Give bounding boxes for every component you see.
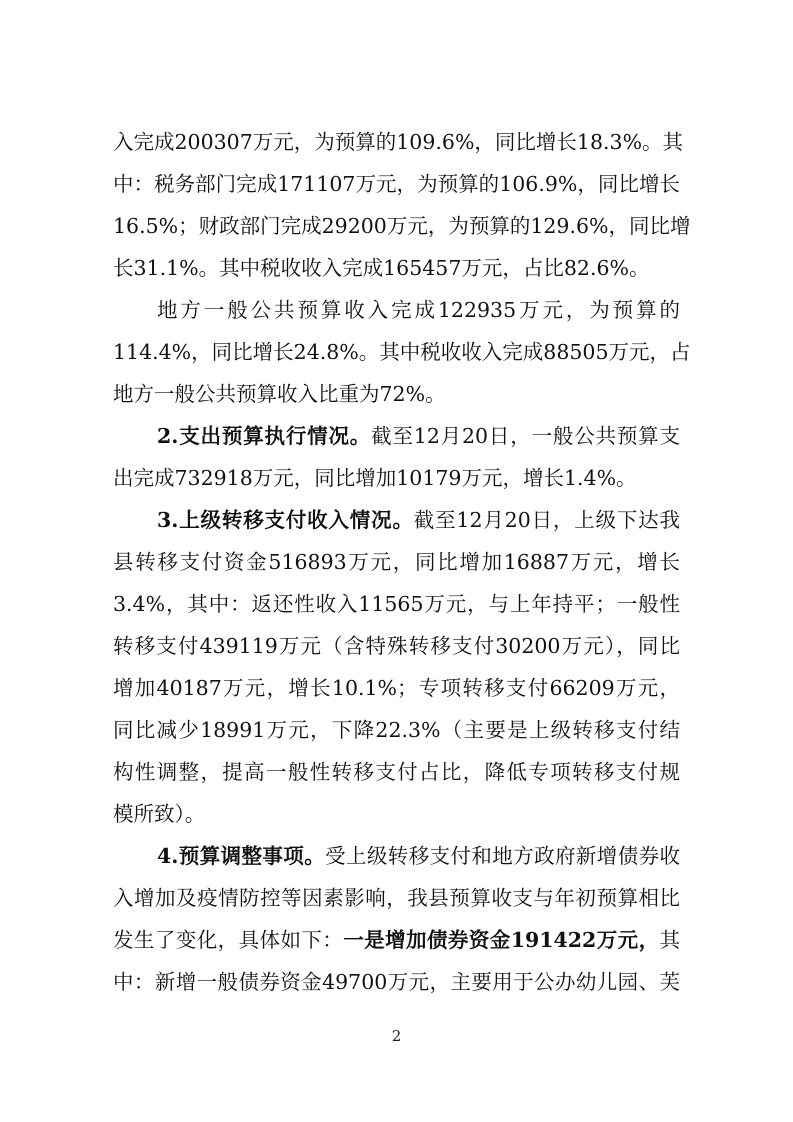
section-heading-line: 2.支出预算执行情况。截至12月20日，一般公共预算支 xyxy=(157,424,681,448)
text-line: 县转移支付资金516893万元，同比增加16887万元，增长 xyxy=(113,550,680,574)
text-line: 构性调整，提高一般性转移支付占比，降低专项转移支付规 xyxy=(113,760,680,784)
text-line: 长31.1%。其中税收收入完成165457万元，占比82.6%。 xyxy=(113,256,650,280)
text-line: 出完成732918万元，同比增加10179万元，增长1.4%。 xyxy=(113,466,637,490)
section-heading-line: 4.预算调整事项。受上级转移支付和地方政府新增债券收 xyxy=(157,844,681,868)
page-number: 2 xyxy=(391,1027,402,1045)
text-line: 同比减少18991万元，下降22.3%（主要是上级转移支付结 xyxy=(113,718,680,742)
text-line: 中：税务部门完成171107万元，为预算的106.9%，同比增长 xyxy=(113,172,680,196)
text-line: 3.4%，其中：返还性收入11565万元，与上年持平；一般性 xyxy=(113,592,680,616)
text-line: 增加40187万元，增长10.1%；专项转移支付66209万元， xyxy=(113,676,680,700)
paragraph-start-line: 地方一般公共预算收入完成122935万元，为预算的 xyxy=(157,298,680,322)
text-line: 发生了变化，具体如下：一是增加债券资金191422万元，其 xyxy=(113,928,681,952)
section-heading: 4.预算调整事项。 xyxy=(157,844,326,868)
section-heading: 2.支出预算执行情况。 xyxy=(157,424,372,448)
emphasis-text: 一是增加债券资金191422万元， xyxy=(343,928,660,952)
text-line: 入完成200307万元，为预算的109.6%，同比增长18.3%。其 xyxy=(113,130,684,154)
text-line: 入增加及疫情防控等因素影响，我县预算收支与年初预算相比 xyxy=(113,886,680,910)
text-line: 16.5%；财政部门完成29200万元，为预算的129.6%，同比增 xyxy=(113,214,691,238)
text-line: 114.4%，同比增长24.8%。其中税收收入完成88505万元，占 xyxy=(113,340,691,364)
section-heading-line: 3.上级转移支付收入情况。截至12月20日，上级下达我 xyxy=(157,508,681,532)
text-line: 转移支付439119万元（含特殊转移支付30200万元），同比 xyxy=(113,634,680,658)
text-line: 中：新增一般债券资金49700万元，主要用于公办幼儿园、芙 xyxy=(113,970,680,994)
text-line: 模所致）。 xyxy=(113,802,206,826)
text-line: 地方一般公共预算收入比重为72%。 xyxy=(113,382,446,406)
section-heading: 3.上级转移支付收入情况。 xyxy=(157,508,414,532)
